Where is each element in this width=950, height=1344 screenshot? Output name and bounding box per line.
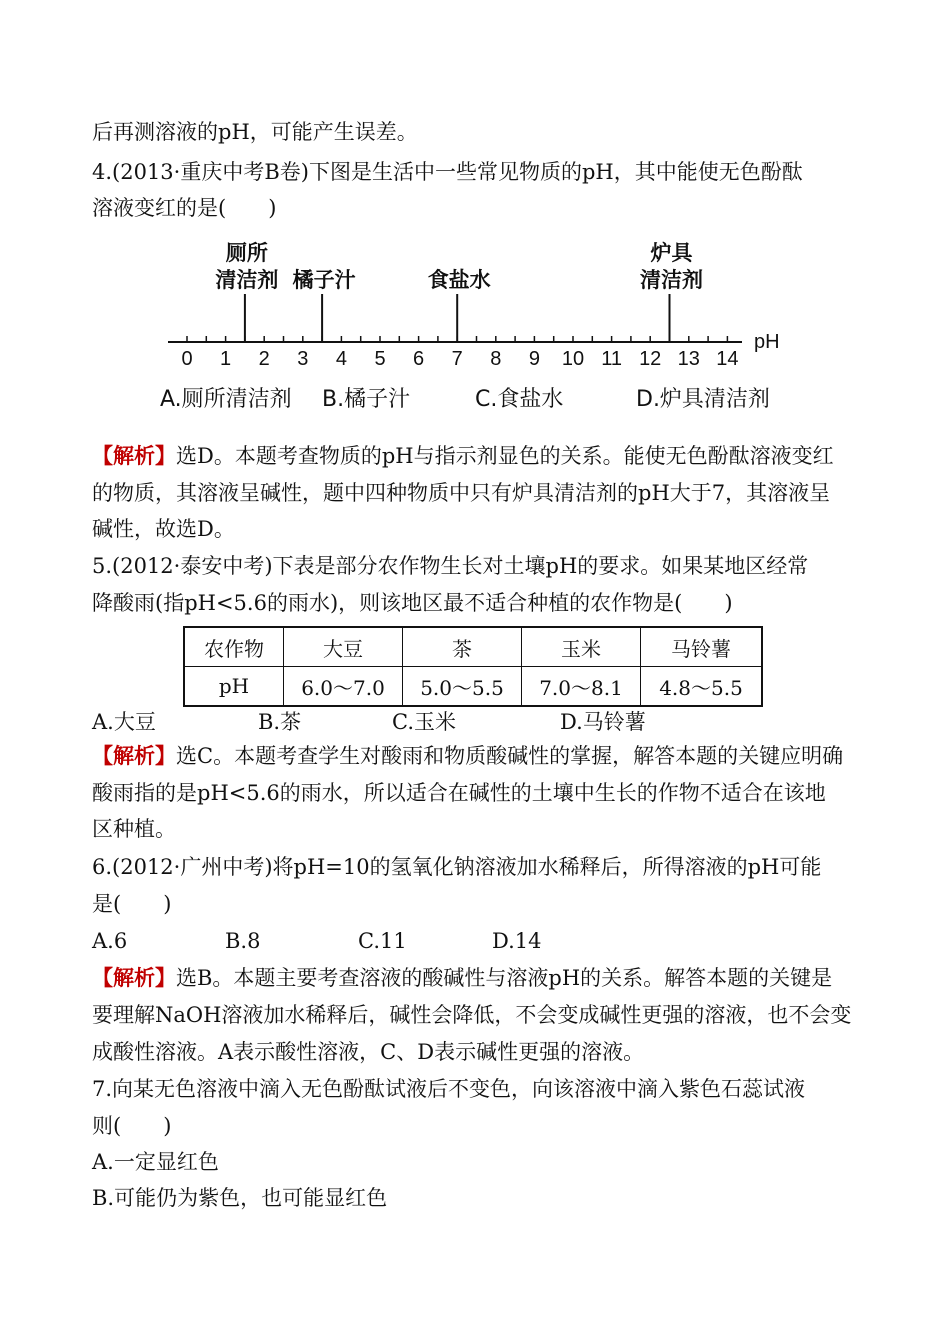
analysis-6: 成酸性溶液。A表示酸性溶液，C、D表示碱性更强的溶液。 <box>92 1040 645 1064</box>
table-cell: 玉米 <box>522 627 641 667</box>
q5-option-b: B.茶 <box>258 710 302 734</box>
analysis-tag: 【解析】 <box>92 965 176 990</box>
crop-ph-table <box>183 626 763 707</box>
question-6-stem: 6.(2012·广州中考)将pH=10的氢氧化钠溶液加水稀释后，所得溶液的pH可能 <box>92 855 822 879</box>
table-cell: pH <box>184 667 284 707</box>
ph-tick-label: 5 <box>374 348 386 370</box>
substance-label: 清洁剂 <box>640 269 703 292</box>
text-line: 后再测溶液的pH，可能产生误差。 <box>92 120 418 144</box>
table-cell: 马铃薯 <box>641 627 763 667</box>
analysis-tag: 【解析】 <box>92 443 176 468</box>
analysis-4: 碱性，故选D。 <box>92 517 235 541</box>
q5-option-a: A.大豆 <box>92 710 156 734</box>
q4-option-a: A.厕所清洁剂 <box>160 387 292 412</box>
q6-option-d: D.14 <box>492 929 542 953</box>
question-4-stem: 溶液变红的是( ) <box>92 196 277 220</box>
analysis-5 <box>92 742 843 770</box>
ph-axis-label: pH <box>754 331 780 353</box>
table-header-row <box>184 627 762 667</box>
substance-label: 清洁剂 <box>215 269 279 292</box>
table-cell: 农作物 <box>184 627 284 667</box>
analysis-4: 的物质，其溶液呈碱性，题中四种物质中只有炉具清洁剂的pH大于7，其溶液呈 <box>92 481 831 505</box>
table-cell: 大豆 <box>284 627 403 667</box>
q4-option-c: C.食盐水 <box>475 387 564 412</box>
ph-tick-label: 12 <box>639 348 662 370</box>
q5-option-d: D.马铃薯 <box>560 710 646 734</box>
analysis-text: 选C。本题考查学生对酸雨和物质酸碱性的掌握，解答本题的关键应明确 <box>176 744 844 768</box>
ph-tick-label: 6 <box>413 348 425 370</box>
question-4-stem: 4.(2013·重庆中考B卷)下图是生活中一些常见物质的pH，其中能使无色酚酞 <box>92 160 803 184</box>
table-cell: 茶 <box>403 627 522 667</box>
analysis-4 <box>92 442 834 470</box>
ph-tick-label: 14 <box>716 348 739 370</box>
ph-tick-label: 10 <box>561 348 585 370</box>
q7-option-a: A.一定显红色 <box>92 1150 219 1174</box>
table-row <box>184 667 762 707</box>
substance-label: 炉具 <box>650 242 693 265</box>
question-7-stem: 则( ) <box>92 1114 172 1138</box>
ph-tick-label: 9 <box>528 348 540 370</box>
ph-tick-label: 0 <box>181 348 193 370</box>
q6-option-a: A.6 <box>92 929 128 953</box>
ph-tick-label: 11 <box>601 348 622 370</box>
question-6-stem: 是( ) <box>92 892 172 916</box>
analysis-text: 选B。本题主要考查溶液的酸碱性与溶液pH的关系。解答本题的关键是 <box>176 966 833 990</box>
analysis-text: 选D。本题考查物质的pH与指示剂显色的关系。能使无色酚酞溶液变红 <box>176 444 834 468</box>
analysis-6 <box>92 964 832 992</box>
question-5-stem: 降酸雨(指pH<5.6的雨水)，则该地区最不适合种植的农作物是( ) <box>92 591 733 615</box>
analysis-5: 区种植。 <box>92 817 176 841</box>
table-cell: 4.8～5.5 <box>641 667 763 707</box>
q4-option-b: B.橘子汁 <box>322 387 411 412</box>
substance-label: 厕所 <box>225 242 268 265</box>
ph-tick-label: 8 <box>490 348 502 370</box>
ph-tick-label: 3 <box>297 348 309 370</box>
table-cell: 6.0～7.0 <box>284 667 403 707</box>
q5-option-c: C.玉米 <box>392 710 456 734</box>
analysis-tag: 【解析】 <box>92 743 176 768</box>
analysis-6: 要理解NaOH溶液加水稀释后，碱性会降低，不会变成碱性更强的溶液，也不会变 <box>92 1003 852 1027</box>
question-7-stem: 7.向某无色溶液中滴入无色酚酞试液后不变色，向该溶液中滴入紫色石蕊试液 <box>92 1077 806 1101</box>
question-5-stem: 5.(2012·泰安中考)下表是部分农作物生长对土壤pH的要求。如果某地区经常 <box>92 554 809 578</box>
q6-option-b: B.8 <box>225 929 261 953</box>
ph-tick-label: 2 <box>258 348 270 370</box>
ph-tick-label: 13 <box>677 348 700 370</box>
q7-option-b: B.可能仍为紫色，也可能显红色 <box>92 1186 388 1210</box>
ph-tick-label: 7 <box>451 348 463 370</box>
q6-option-c: C.11 <box>358 929 407 953</box>
q4-option-d: D.炉具清洁剂 <box>636 387 770 412</box>
ph-tick-label: 1 <box>220 348 232 370</box>
substance-label: 食盐水 <box>427 269 491 292</box>
substance-label: 橘子汁 <box>292 269 356 292</box>
analysis-5: 酸雨指的是pH<5.6的雨水，所以适合在碱性的土壤中生长的作物不适合在该地 <box>92 781 826 805</box>
ph-tick-label: 4 <box>335 348 347 370</box>
table-cell: 5.0～5.5 <box>403 667 522 707</box>
table-cell: 7.0～8.1 <box>522 667 641 707</box>
